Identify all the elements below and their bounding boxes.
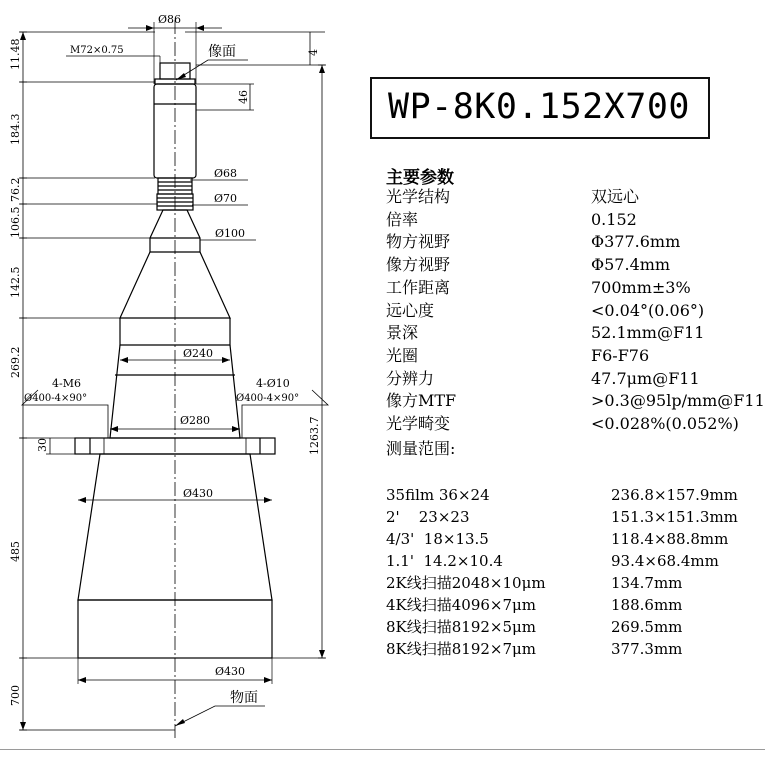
sensor-row <box>386 616 738 638</box>
diameter-430-upper-label: Ø430 <box>183 487 214 500</box>
footer-divider <box>0 749 765 750</box>
spec-value: Φ377.6mm <box>591 232 681 252</box>
spec-value: <0.028%(0.052%) <box>591 414 739 434</box>
sensor-row <box>386 528 738 550</box>
dim-700-label: 700 <box>9 685 22 706</box>
spec-table <box>386 186 765 436</box>
top-diameter-label: Ø86 <box>158 13 182 26</box>
sensor-row <box>386 638 738 660</box>
sensor-fov: 151.3×151.3mm <box>611 508 738 526</box>
mount-height-label: 46 <box>237 90 250 104</box>
thread-label: M72×0.75 <box>70 45 124 56</box>
diameter-240-label: Ø240 <box>183 347 214 360</box>
sensor-table <box>386 484 738 660</box>
spec-value: 双远心 <box>591 187 640 206</box>
holes-right-label: 4-Ø10 <box>256 377 290 390</box>
spec-row <box>386 186 765 209</box>
spec-row <box>386 300 765 323</box>
measurement-range-label: 测量范围: <box>386 439 456 458</box>
spec-row <box>386 209 765 232</box>
image-plane-label: 像面 <box>208 44 236 60</box>
sensor-fov: 118.4×88.8mm <box>611 530 729 548</box>
total-length-label: 1263.7 <box>308 416 321 455</box>
sensor-format: 35film 36×24 <box>386 486 490 504</box>
sensor-fov: 93.4×68.4mm <box>611 552 719 570</box>
spec-label: 像方MTF <box>386 391 457 411</box>
sensor-fov: 269.5mm <box>611 618 683 636</box>
spec-value: 52.1mm@F11 <box>591 323 705 343</box>
dim-142-5-label: 142.5 <box>9 266 22 298</box>
spec-value: <0.04°(0.06°) <box>591 300 705 320</box>
holes-right-pcd-label: Ø400-4×90° <box>236 393 300 404</box>
spec-row <box>386 368 765 391</box>
dim-184-3-label: 184.3 <box>9 113 22 145</box>
spec-row <box>386 254 765 277</box>
diameter-70-label: Ø70 <box>214 192 238 205</box>
spec-label: 分辨力 <box>386 368 435 388</box>
model-title: WP-8K0.152X700 <box>388 87 691 127</box>
sensor-fov: 236.8×157.9mm <box>611 486 738 504</box>
spec-row <box>386 413 765 436</box>
spec-label: 远心度 <box>386 300 435 320</box>
object-plane-label: 物面 <box>230 690 258 706</box>
sensor-row <box>386 572 738 594</box>
spec-value: 0.152 <box>591 209 637 229</box>
sensor-format: 8K线扫描8192×5μm <box>386 618 537 636</box>
sensor-row <box>386 594 738 616</box>
sensor-row <box>386 550 738 572</box>
spec-value: Φ57.4mm <box>591 255 671 275</box>
spec-label: 倍率 <box>386 209 419 229</box>
sensor-format: 2K线扫描2048×10μm <box>386 574 546 592</box>
spec-label: 光圈 <box>386 345 419 365</box>
diameter-280-label: Ø280 <box>180 414 211 427</box>
spec-label: 光学结构 <box>386 187 451 206</box>
dim-76-2-label: 76.2 <box>9 177 22 202</box>
sensor-fov: 134.7mm <box>611 574 683 592</box>
spec-row <box>386 390 765 413</box>
lens-outline-drawing <box>0 0 360 745</box>
sensor-fov: 377.3mm <box>611 640 683 658</box>
sensor-row <box>386 506 738 528</box>
sensor-fov: 188.6mm <box>611 596 683 614</box>
spec-row <box>386 277 765 300</box>
spec-value: F6-F76 <box>591 345 650 365</box>
spec-row <box>386 231 765 254</box>
sensor-format: 2' 23×23 <box>386 508 470 526</box>
spec-label: 物方视野 <box>386 232 451 252</box>
dim-269-2-label: 269.2 <box>9 346 22 378</box>
sensor-format: 8K线扫描8192×7μm <box>386 640 537 658</box>
spec-label: 工作距离 <box>386 277 451 297</box>
diameter-100-label: Ø100 <box>215 227 246 240</box>
spec-title: 主要参数 <box>386 168 454 188</box>
spec-label: 景深 <box>386 323 419 343</box>
spec-row <box>386 322 765 345</box>
sensor-row <box>386 484 738 506</box>
diameter-430-lower-label: Ø430 <box>215 665 246 678</box>
holes-left-pcd-label: Ø400-4×90° <box>24 393 88 404</box>
dim-485-label: 485 <box>9 541 22 562</box>
top-offset-label: 4 <box>307 49 320 56</box>
spec-value: >0.3@95lp/mm@F11 <box>591 391 765 411</box>
spec-value: 700mm±3% <box>591 277 691 297</box>
spec-row <box>386 345 765 368</box>
model-title-box <box>370 77 710 139</box>
flange-thickness-label: 30 <box>36 438 49 452</box>
diameter-68-label: Ø68 <box>214 167 238 180</box>
dim-11-48-label: 11.48 <box>9 38 22 70</box>
spec-value: 47.7μm@F11 <box>591 368 700 388</box>
spec-label: 光学畸变 <box>386 414 451 434</box>
holes-left-label: 4-M6 <box>52 377 81 390</box>
sensor-format: 4K线扫描4096×7μm <box>386 596 537 614</box>
sensor-format: 1.1' 14.2×10.4 <box>386 552 503 570</box>
spec-label: 像方视野 <box>386 255 451 275</box>
sensor-format: 4/3' 18×13.5 <box>386 530 489 548</box>
dim-106-5-label: 106.5 <box>9 206 22 238</box>
